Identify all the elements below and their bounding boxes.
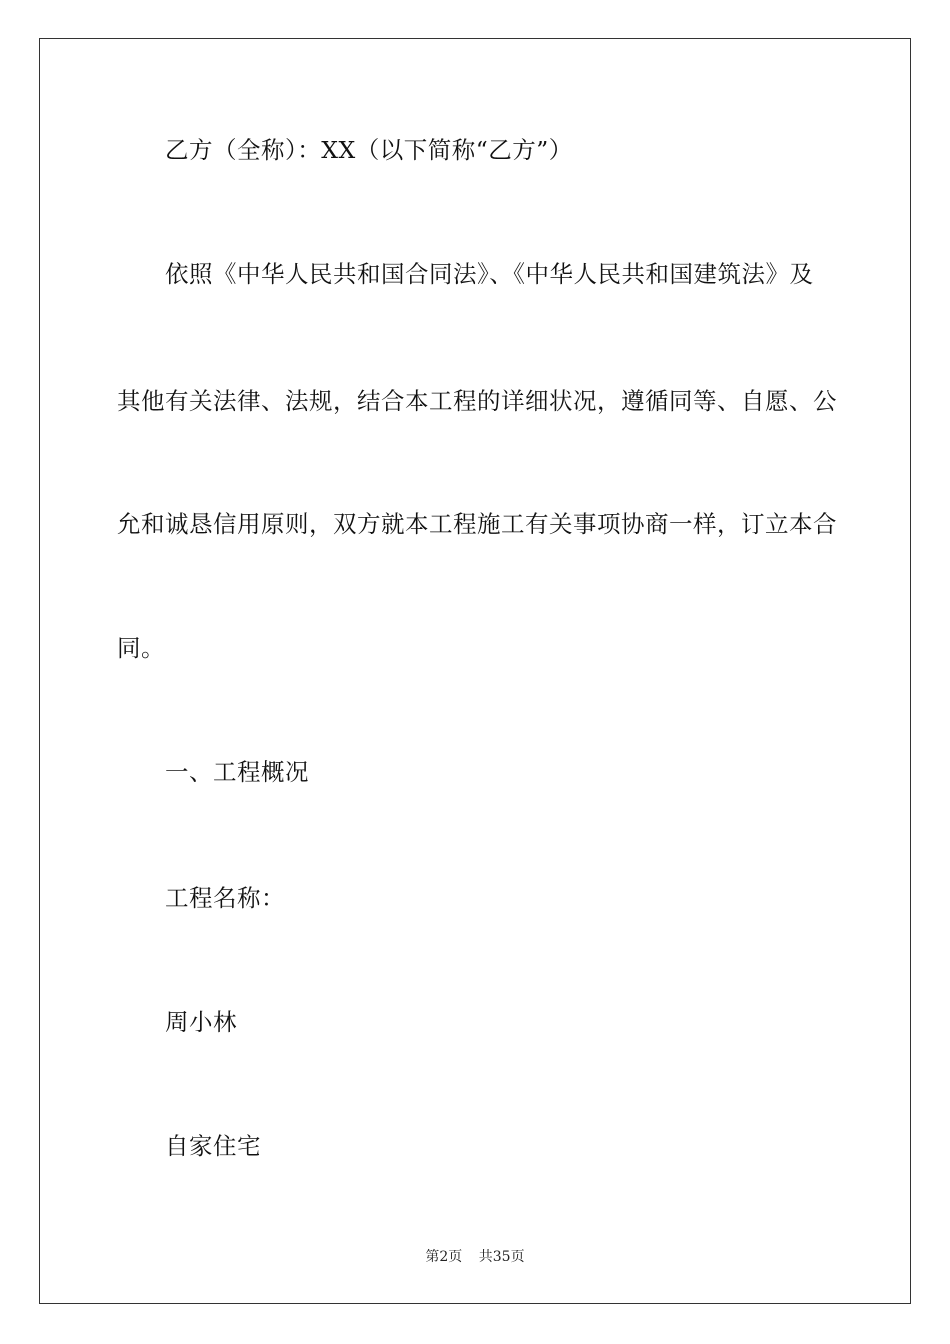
section-heading: 一、工程概况: [165, 758, 309, 786]
paragraph-line-1: 依照《中华人民共和国合同法》、《中华人民共和国建筑法》及: [165, 260, 814, 288]
page-current: 第2页: [425, 1249, 463, 1265]
paragraph-line-4: 同。: [117, 634, 165, 662]
page-footer: [0, 1248, 950, 1266]
page-border: [39, 38, 911, 1304]
project-type: 自家住宅: [165, 1132, 261, 1160]
project-name-label: 工程名称：: [165, 884, 285, 912]
owner-name: 周小林: [165, 1008, 237, 1036]
page-total: 共35页: [478, 1249, 525, 1265]
paragraph-line-3: 允和诚恳信用原则，双方就本工程施工有关事项协商一样，订立本合: [117, 510, 837, 538]
party-b-line: 乙方（全称）：XX（以下简称“乙方”）: [165, 136, 573, 164]
paragraph-line-2: 其他有关法律、法规，结合本工程的详细状况，遵循同等、自愿、公: [117, 387, 837, 415]
